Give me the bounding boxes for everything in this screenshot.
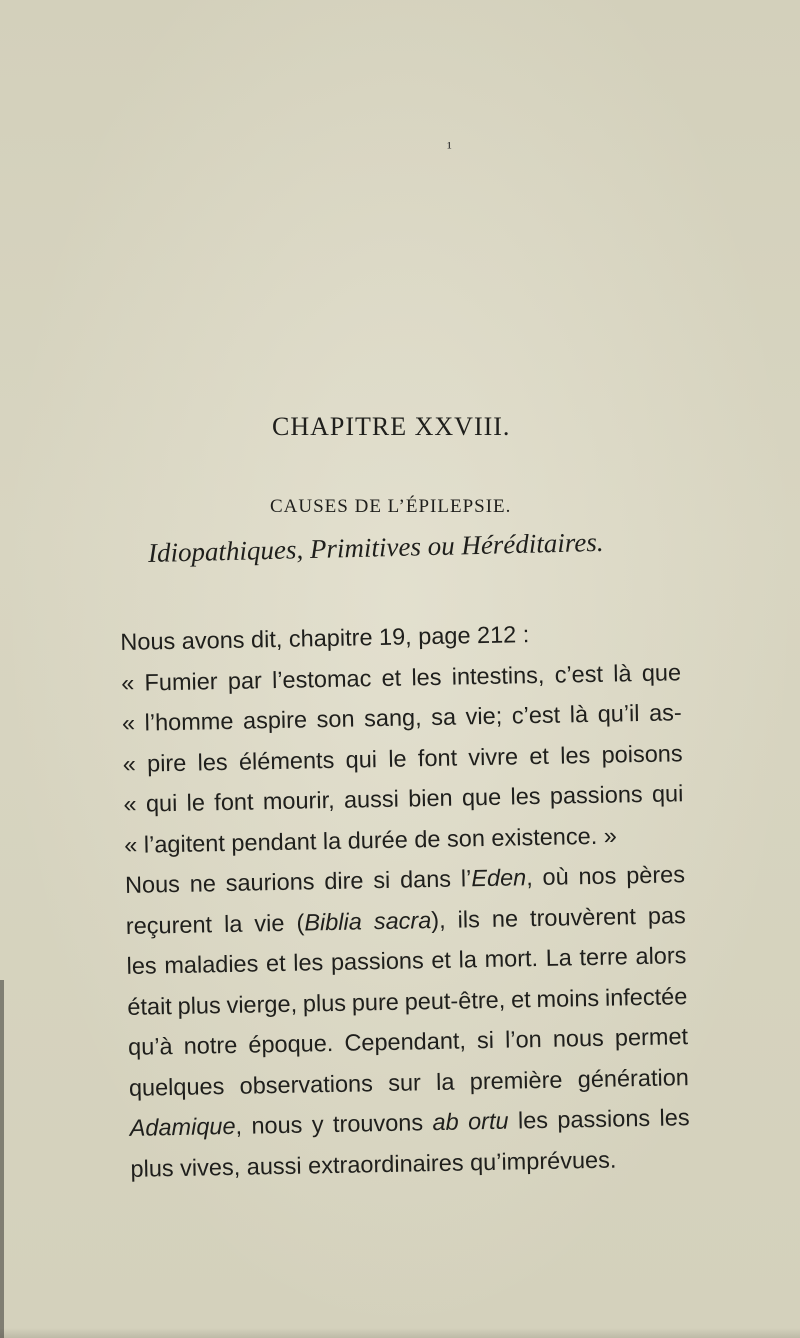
word: permet [614, 1023, 689, 1051]
word: c’est [554, 660, 604, 688]
word: la [223, 910, 243, 937]
word: qui [651, 780, 684, 807]
word: aussi [246, 1152, 302, 1180]
word: où [542, 863, 569, 890]
word: maladies [164, 950, 259, 979]
word: dit, [250, 625, 283, 653]
page-bottom-shadow [0, 1328, 800, 1338]
word: l’agitent [143, 829, 226, 858]
word: les [559, 741, 591, 769]
word: première [469, 1066, 563, 1094]
word: as- [648, 699, 682, 726]
word: dire [324, 867, 364, 895]
word: vie [254, 909, 285, 936]
word: les [126, 952, 157, 979]
word: alors [635, 942, 687, 970]
word: l’homme [144, 707, 234, 736]
word: nos [578, 862, 617, 890]
word: la [435, 1068, 455, 1095]
word: plus [177, 991, 221, 1019]
word: aspire [242, 706, 308, 734]
word: époque. [248, 1029, 334, 1058]
word: sacra), [373, 906, 446, 934]
word: « [123, 790, 137, 817]
word: dans [399, 865, 452, 893]
word: l’on [504, 1025, 542, 1053]
word: et [381, 664, 402, 691]
word: quelques [128, 1072, 225, 1101]
word: les [517, 1106, 549, 1134]
word: et [510, 985, 531, 1013]
word: : [522, 621, 530, 648]
word: plus [130, 1154, 174, 1182]
word: là [612, 659, 632, 687]
word: mort. [484, 945, 539, 973]
word: c’est [511, 701, 561, 729]
word: intestins, [451, 661, 545, 690]
word: existence. [491, 822, 598, 851]
word: « [124, 831, 138, 858]
page-mark: ¹ [447, 140, 452, 157]
word: que [641, 658, 682, 686]
page-binding-edge [0, 980, 4, 1338]
word: la [322, 827, 342, 854]
word: vierge, [226, 990, 298, 1018]
word: trouvèrent [529, 902, 637, 931]
word: Fumier [144, 667, 218, 696]
word: si [373, 866, 391, 894]
word: qui [145, 789, 178, 817]
word: » [603, 822, 618, 849]
word: les [411, 663, 442, 690]
word: (Biblia [296, 907, 363, 936]
word: passions [330, 947, 424, 976]
word: reçurent [125, 910, 213, 939]
word: les [659, 1104, 690, 1131]
word: et [529, 742, 550, 769]
word: qu’imprévues. [469, 1146, 617, 1175]
word: de [414, 825, 441, 852]
word: font [417, 744, 458, 771]
word: ne [491, 904, 519, 932]
word: ab [432, 1108, 459, 1136]
word: sur [387, 1068, 422, 1096]
word: infectée [604, 982, 688, 1011]
word: extraordinaires [307, 1149, 464, 1178]
word: font [214, 788, 254, 816]
word: pure [351, 988, 400, 1016]
word: et [265, 949, 286, 977]
word: 19, [378, 623, 412, 651]
chapter-title: CHAPITRE XXVIII. [272, 412, 511, 441]
word: Cependant, [344, 1027, 467, 1056]
word: aussi [343, 785, 400, 813]
word: qu’à [127, 1033, 173, 1060]
word: si [476, 1026, 495, 1054]
word: la [458, 946, 478, 973]
word: sang, [363, 704, 422, 732]
word: vivre [468, 742, 519, 770]
word: vives, [179, 1153, 241, 1181]
word: les [510, 782, 541, 810]
body-text [120, 611, 691, 1189]
word: terre [579, 943, 629, 971]
word: mourir, [262, 786, 335, 815]
word: et [431, 946, 452, 974]
word: nous [251, 1111, 303, 1139]
word: passions [549, 781, 643, 809]
word: ne [189, 870, 217, 897]
word: les [197, 748, 228, 776]
word: Adamique, [129, 1112, 243, 1141]
word: le [388, 745, 407, 772]
word: moins [536, 984, 600, 1012]
word: pas [647, 901, 686, 929]
word: pères [625, 861, 686, 889]
word: qui [345, 745, 378, 773]
word: bien [407, 784, 453, 812]
word: La [545, 944, 573, 971]
word: Nous [124, 870, 181, 898]
word: 212 [476, 621, 517, 649]
word: son [446, 824, 486, 852]
word: vie; [465, 702, 503, 730]
word: peut-être, [404, 986, 506, 1015]
word: trouvons [332, 1109, 424, 1138]
word: était [127, 992, 173, 1020]
section-heading: CAUSES DE L’ÉPILEPSIE. [270, 496, 512, 517]
word: que [461, 783, 502, 811]
word: ils [457, 905, 481, 933]
word: éléments [238, 746, 335, 775]
word: chapitre [288, 624, 373, 652]
word: là [569, 701, 589, 728]
word: saurions [225, 868, 315, 897]
word: pire [146, 749, 187, 777]
word: y [311, 1111, 324, 1138]
word: passions [557, 1104, 651, 1133]
word: avons [181, 626, 245, 654]
word: page [417, 622, 471, 650]
word: le [186, 789, 206, 816]
word: les [292, 949, 324, 976]
word: poisons [601, 739, 683, 768]
word: sa [430, 703, 457, 731]
word: génération [577, 1063, 690, 1092]
word: plus [302, 989, 347, 1017]
word: nous [552, 1024, 605, 1052]
word: observations [239, 1069, 374, 1099]
word: pendant [231, 827, 317, 856]
section-subtitle: Idiopathiques, Primitives ou Héréditaires. [147, 526, 604, 568]
word: « [120, 669, 135, 696]
word: durée [347, 826, 409, 854]
word: notre [183, 1031, 238, 1059]
word: par [227, 666, 263, 694]
word: l’estomac [271, 664, 372, 693]
word: l’Eden, [460, 864, 533, 892]
word: qu’il [597, 700, 640, 727]
word: « [121, 709, 136, 736]
word: « [122, 750, 137, 777]
word: son [316, 705, 355, 733]
word: ortu [467, 1107, 509, 1135]
word: Nous [120, 627, 176, 655]
